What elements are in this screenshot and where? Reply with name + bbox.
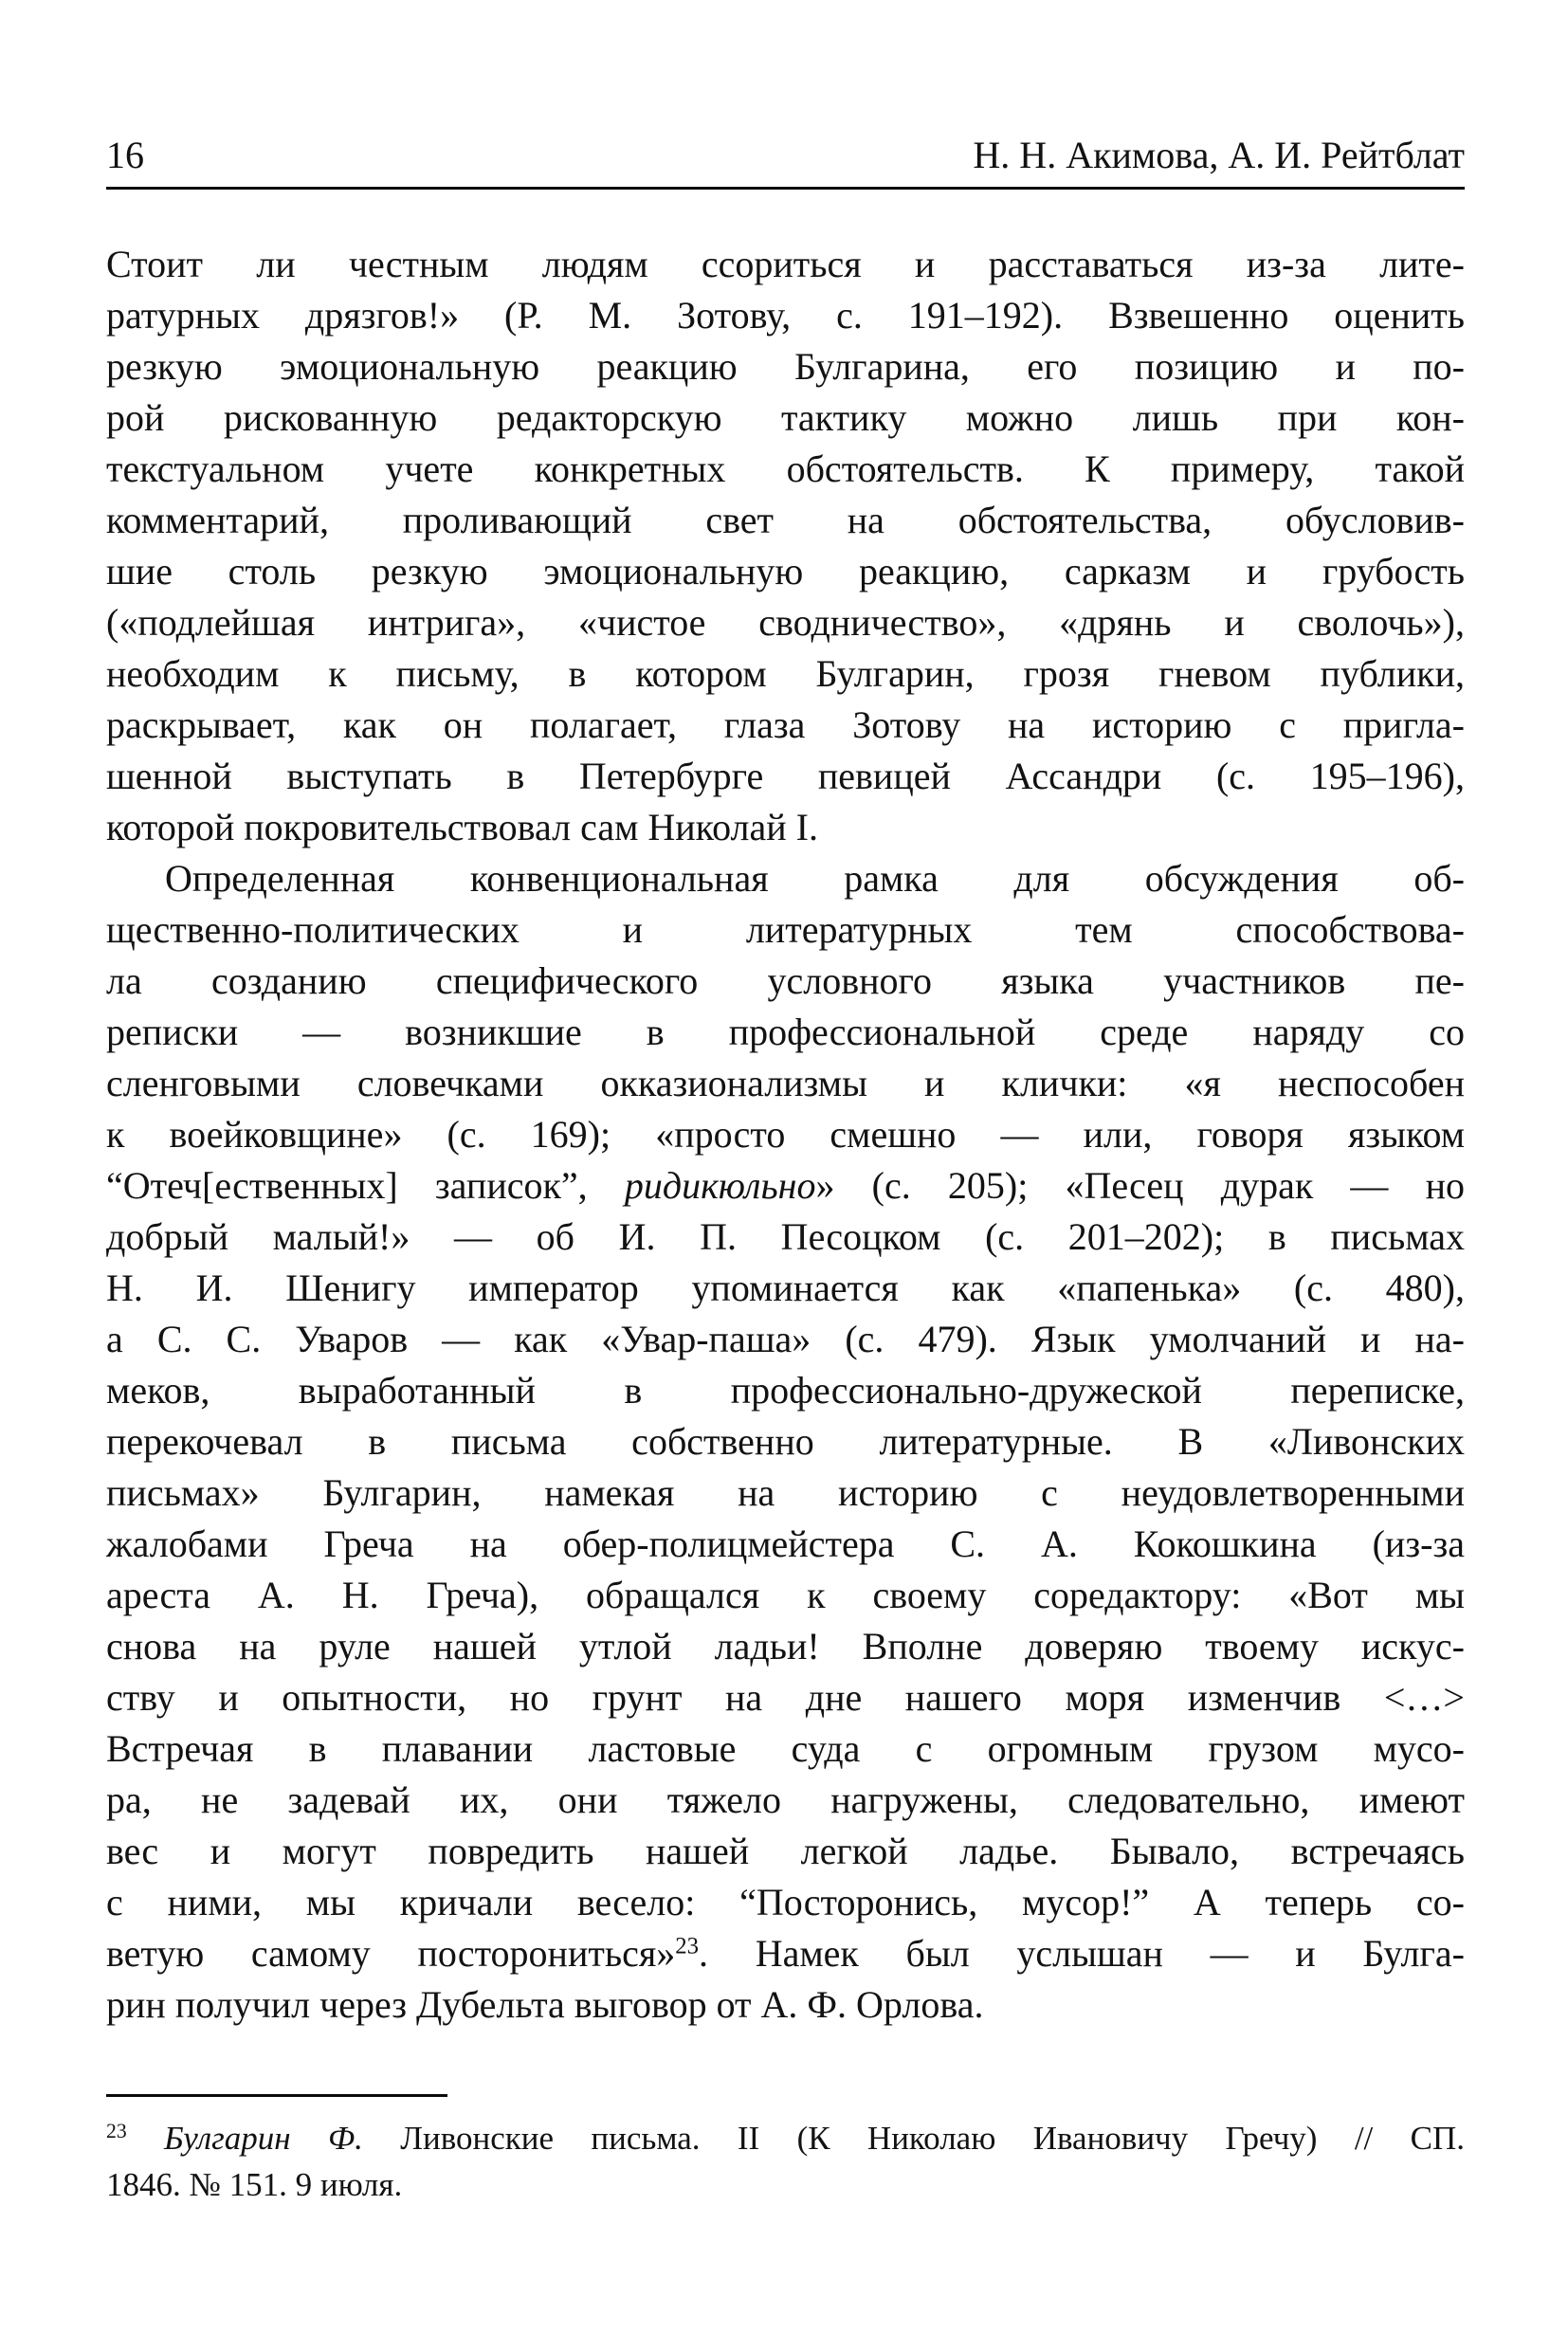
- text-line: [106, 1519, 1465, 1570]
- footnote-rule: [106, 2094, 447, 2097]
- text-line: [106, 2161, 1465, 2208]
- text-line: [106, 1467, 1465, 1519]
- text-segment: перекочевал в письма собственно литературные. В «Ливонских: [106, 1420, 1465, 1463]
- text-segment: ридикюльно: [624, 1164, 816, 1207]
- text-segment: ратурных дрязгов!» (Р. М. Зотову, с. 191–192). Взвешенно оценить: [106, 294, 1465, 337]
- text-segment: шенной выступать в Петербурге певицей Ассандри (с. 195–196),: [106, 755, 1465, 797]
- text-segment: ству и опытности, но грунт на дне нашего моря изменчив <…>: [106, 1676, 1465, 1719]
- text-line: [106, 1058, 1465, 1109]
- page-number: 16: [106, 134, 144, 176]
- text-segment: текстуальном учете конкретных обстоятельств. К примеру, такой: [106, 447, 1465, 490]
- text-line: [106, 751, 1465, 802]
- text-line: [106, 290, 1465, 341]
- text-line: [106, 1570, 1465, 1621]
- text-segment: . Намек был услышан — и Булга-: [699, 1932, 1465, 1975]
- text-segment: Встречая в плавании ластовые суда с огромным грузом мусо-: [106, 1727, 1465, 1770]
- text-segment: ла созданию специфического условного языка участников пе-: [106, 959, 1465, 1002]
- text-line: [106, 392, 1465, 444]
- text-line: [106, 1723, 1465, 1775]
- text-line: [106, 1212, 1465, 1263]
- text-line: [106, 853, 1465, 904]
- text-line: [106, 1826, 1465, 1877]
- text-line: [106, 648, 1465, 700]
- text-segment: резкую эмоциональную реакцию Булгарина, его позицию и по-: [106, 345, 1465, 388]
- text-line: [106, 341, 1465, 392]
- text-segment: письмах» Булгарин, намекая на историю с неудовлетворенными: [106, 1471, 1465, 1514]
- text-segment: шие столь резкую эмоциональную реакцию, сарказм и грубость: [106, 550, 1465, 592]
- text-segment: раскрывает, как он полагает, глаза Зотову на историю с пригла-: [106, 703, 1465, 746]
- text-line: [106, 1621, 1465, 1672]
- text-segment: добрый малый!» — об И. П. Песоцком (с. 201–202); в письмах: [106, 1215, 1465, 1258]
- text-segment: ареста А. Н. Греча), обращался к своему соредактору: «Вот мы: [106, 1574, 1465, 1616]
- body-text: [106, 239, 1465, 2031]
- running-head-authors: Н. Н. Акимова, А. И. Рейтблат: [973, 134, 1465, 176]
- text-line: [106, 1672, 1465, 1723]
- text-line: [106, 1877, 1465, 1928]
- text-segment: 1846. № 151. 9 июля.: [106, 2166, 403, 2203]
- text-line: [106, 597, 1465, 648]
- text-segment: Н. И. Шенигу император упоминается как «папенька» (с. 480),: [106, 1267, 1465, 1309]
- running-header: [106, 133, 1465, 178]
- text-segment: снова на руле нашей утлой ладьи! Вполне доверяю твоему искус-: [106, 1625, 1465, 1668]
- text-segment: Определенная конвенциональная рамка для обсуждения об-: [165, 857, 1465, 900]
- text-segment: («подлейшая интрига», «чистое сводничество», «дрянь и сволочь»),: [106, 601, 1465, 644]
- text-line: [106, 904, 1465, 956]
- text-segment: меков, выработанный в профессионально-дружеской переписке,: [106, 1369, 1465, 1412]
- text-line: [106, 1160, 1465, 1212]
- text-segment: ветую самому посторониться»: [106, 1932, 676, 1975]
- header-rule: [106, 187, 1465, 190]
- text-line: [106, 956, 1465, 1007]
- text-segment: а С. С. Уваров — как «Увар-паша» (с. 479). Язык умолчаний и на-: [106, 1318, 1465, 1360]
- text-line: [106, 546, 1465, 597]
- text-segment: комментарий, проливающий свет на обстоятельства, обусловив-: [106, 499, 1465, 541]
- text-line: [106, 1979, 1465, 2031]
- text-segment: Булгарин Ф.: [164, 2120, 363, 2157]
- text-segment: сленговыми словечками окказионализмы и клички: «я неспособен: [106, 1062, 1465, 1104]
- text-line: [106, 2115, 1465, 2161]
- footnote-text: [106, 2115, 1465, 2208]
- text-segment: Ливонские письма. II (К Николаю Ивановичу Гречу) // СП.: [362, 2120, 1465, 2157]
- text-segment: которой покровительствовал сам Николай I.: [106, 806, 818, 848]
- text-line: [106, 1775, 1465, 1826]
- text-segment: рой рискованную редакторскую тактику можно лишь при кон-: [106, 396, 1465, 439]
- text-segment: к воейковщине» (с. 169); «просто смешно — или, говоря языком: [106, 1113, 1465, 1156]
- text-line: [106, 1365, 1465, 1416]
- text-segment: жалобами Греча на обер-полицмейстера С. А. Кокошкина (из-за: [106, 1522, 1465, 1565]
- footnote-marker: 23: [675, 1933, 700, 1959]
- text-line: [106, 239, 1465, 290]
- text-line: [106, 1928, 1465, 1979]
- text-line: [106, 1263, 1465, 1314]
- text-segment: щественно-политических и литературных тем способствова-: [106, 908, 1465, 951]
- text-segment: рин получил через Дубельта выговор от А. Ф. Орлова.: [106, 1983, 984, 2026]
- text-line: [106, 802, 1465, 853]
- text-line: [106, 700, 1465, 751]
- text-segment: с ними, мы кричали весело: “Посторонись, мусор!” А теперь со-: [106, 1881, 1465, 1923]
- text-line: [106, 1314, 1465, 1365]
- text-segment: вес и могут повредить нашей легкой ладье. Бывало, встречаясь: [106, 1830, 1465, 1872]
- footnote-marker: 23: [106, 2120, 127, 2143]
- text-line: [106, 495, 1465, 546]
- text-line: [106, 1416, 1465, 1467]
- text-line: [106, 444, 1465, 495]
- text-line: [106, 1109, 1465, 1160]
- text-segment: [127, 2120, 164, 2157]
- text-segment: реписки — возникшие в профессиональной среде наряду со: [106, 1011, 1465, 1053]
- text-segment: “Отеч[ественных] записок”,: [106, 1164, 625, 1207]
- text-line: [106, 1007, 1465, 1058]
- text-segment: ра, не задевай их, они тяжело нагружены, следовательно, имеют: [106, 1778, 1465, 1821]
- text-segment: Стоит ли честным людям ссориться и расставаться из-за лите-: [106, 243, 1465, 285]
- text-segment: » (с. 205); «Песец дурак — но: [815, 1164, 1465, 1207]
- text-segment: необходим к письму, в котором Булгарин, грозя гневом публики,: [106, 652, 1465, 695]
